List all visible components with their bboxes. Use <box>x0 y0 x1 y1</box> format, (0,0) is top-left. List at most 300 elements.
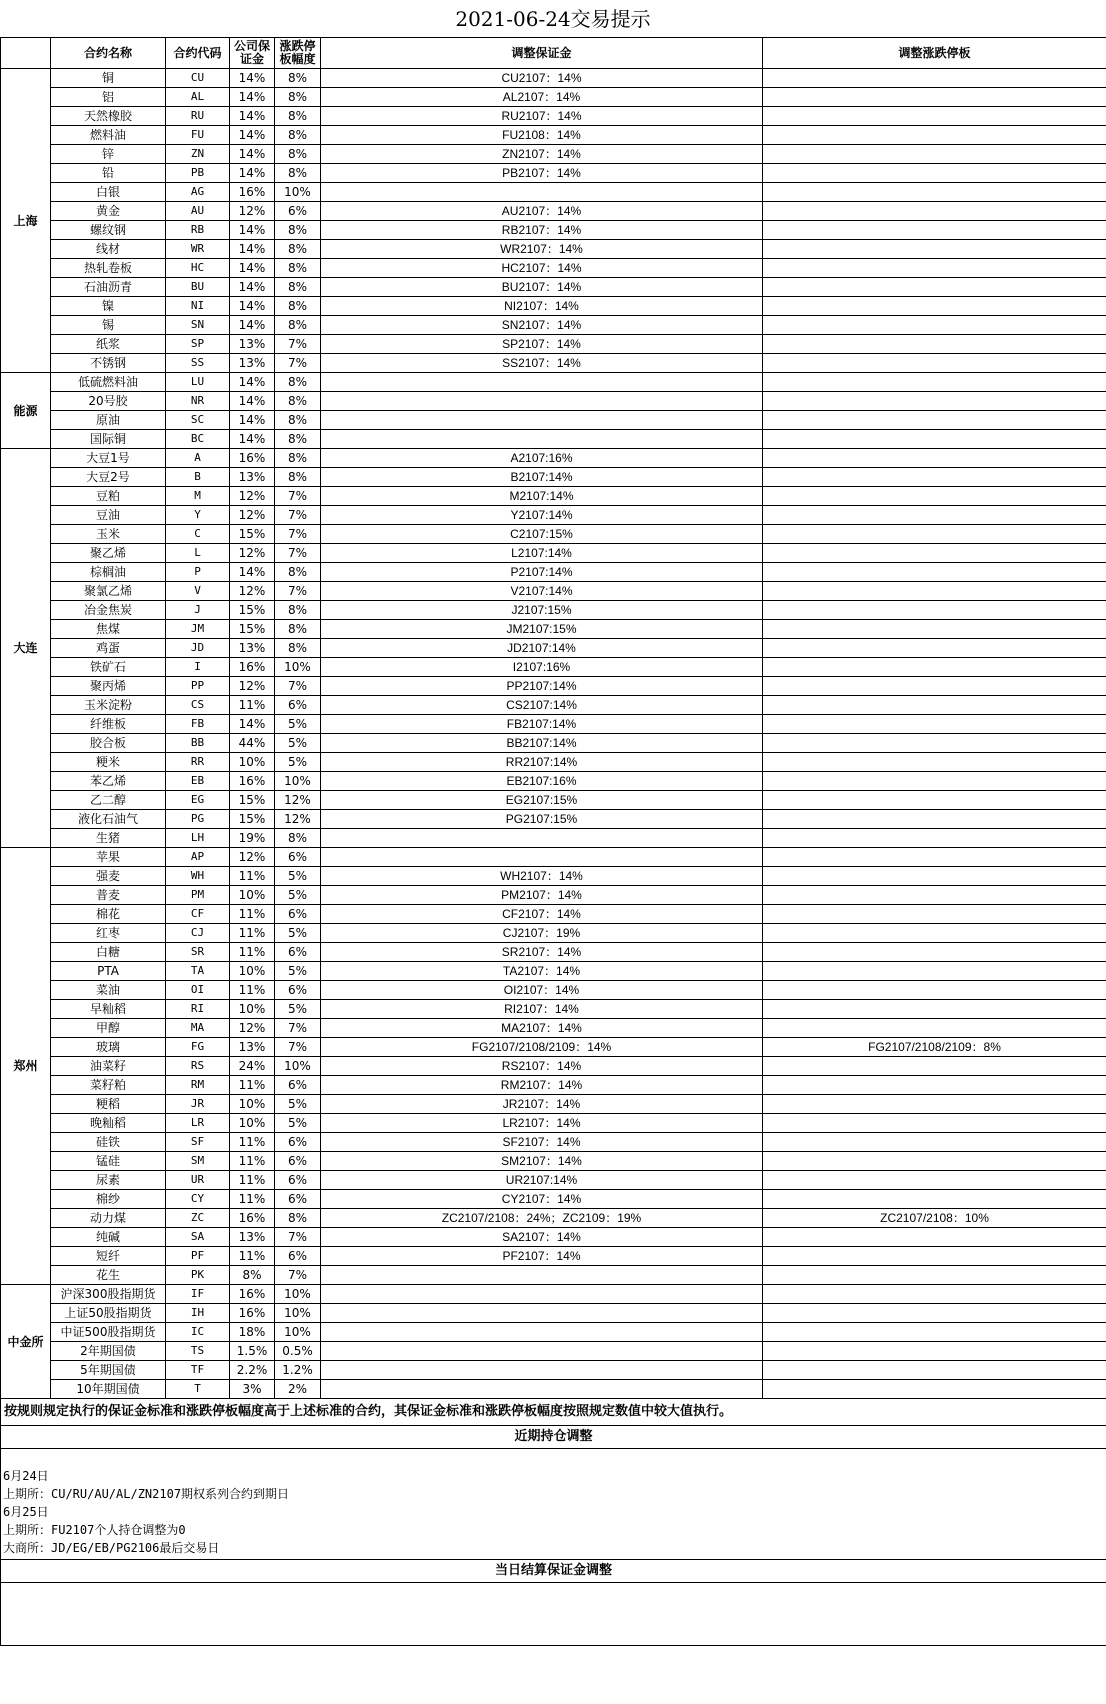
contract-name: 聚乙烯 <box>51 544 166 563</box>
company-margin: 10% <box>230 962 275 981</box>
contract-code: PM <box>166 886 230 905</box>
limit-range: 7% <box>275 1038 321 1057</box>
contract-name: 苯乙烯 <box>51 772 166 791</box>
contract-code: FB <box>166 715 230 734</box>
limit-range: 10% <box>275 1057 321 1076</box>
contract-row <box>1 335 1106 354</box>
limit-range: 8% <box>275 316 321 335</box>
limit-range: 6% <box>275 943 321 962</box>
limit-range: 6% <box>275 981 321 1000</box>
limit-range: 8% <box>275 1209 321 1228</box>
company-margin: 14% <box>230 240 275 259</box>
position-notes <box>1 1449 1106 1560</box>
adjusted-margin: P2107:14% <box>321 563 763 582</box>
company-margin: 15% <box>230 810 275 829</box>
exchange-group-label: 能源 <box>1 373 51 449</box>
contract-name: 乙二醇 <box>51 791 166 810</box>
contract-code: IF <box>166 1285 230 1304</box>
adjusted-limit <box>763 392 1106 411</box>
company-margin: 12% <box>230 506 275 525</box>
limit-range: 8% <box>275 449 321 468</box>
contract-name: 黄金 <box>51 202 166 221</box>
adjusted-margin: I2107:16% <box>321 658 763 677</box>
contract-name: 棉花 <box>51 905 166 924</box>
contract-name: 焦煤 <box>51 620 166 639</box>
adjusted-limit <box>763 715 1106 734</box>
adjusted-limit <box>763 449 1106 468</box>
contract-name: 锰硅 <box>51 1152 166 1171</box>
limit-range: 7% <box>275 544 321 563</box>
contract-code: HC <box>166 259 230 278</box>
contract-name: 2年期国债 <box>51 1342 166 1361</box>
contract-name: 原油 <box>51 411 166 430</box>
contract-row <box>1 259 1106 278</box>
contract-name: 低硫燃料油 <box>51 373 166 392</box>
adjusted-margin: RU2107：14% <box>321 107 763 126</box>
contract-row <box>1 297 1106 316</box>
adjusted-limit <box>763 487 1106 506</box>
contract-code: IH <box>166 1304 230 1323</box>
adjusted-limit <box>763 240 1106 259</box>
company-margin: 14% <box>230 278 275 297</box>
adjusted-margin: CU2107：14% <box>321 69 763 88</box>
contract-row <box>1 696 1106 715</box>
limit-range: 8% <box>275 126 321 145</box>
adjusted-limit <box>763 544 1106 563</box>
limit-range: 6% <box>275 905 321 924</box>
contract-row <box>1 449 1106 468</box>
adjusted-limit <box>763 1247 1106 1266</box>
limit-range: 8% <box>275 829 321 848</box>
contract-row <box>1 924 1106 943</box>
contract-name: 液化石油气 <box>51 810 166 829</box>
company-margin: 12% <box>230 582 275 601</box>
adjusted-limit <box>763 107 1106 126</box>
company-margin: 15% <box>230 791 275 810</box>
company-margin: 14% <box>230 107 275 126</box>
adjusted-margin: RM2107：14% <box>321 1076 763 1095</box>
adjusted-margin: EG2107:15% <box>321 791 763 810</box>
contract-row <box>1 1323 1106 1342</box>
adjusted-limit <box>763 1361 1106 1380</box>
contract-row <box>1 658 1106 677</box>
adjusted-limit <box>763 1133 1106 1152</box>
limit-range: 7% <box>275 1228 321 1247</box>
contract-row <box>1 1038 1106 1057</box>
adjusted-limit <box>763 734 1106 753</box>
contract-code: CU <box>166 69 230 88</box>
contract-code: C <box>166 525 230 544</box>
limit-range: 8% <box>275 392 321 411</box>
limit-range: 8% <box>275 240 321 259</box>
adjusted-limit <box>763 582 1106 601</box>
contract-row <box>1 1133 1106 1152</box>
company-margin: 10% <box>230 1114 275 1133</box>
limit-range: 8% <box>275 259 321 278</box>
header-cell <box>1 38 51 69</box>
contract-name: 生猪 <box>51 829 166 848</box>
contract-name: 国际铜 <box>51 430 166 449</box>
company-margin: 13% <box>230 335 275 354</box>
adjusted-limit <box>763 829 1106 848</box>
contract-row <box>1 506 1106 525</box>
limit-range: 7% <box>275 525 321 544</box>
adjusted-margin: C2107:15% <box>321 525 763 544</box>
contract-row <box>1 639 1106 658</box>
contract-name: 胶合板 <box>51 734 166 753</box>
company-margin: 10% <box>230 1095 275 1114</box>
contract-row <box>1 544 1106 563</box>
contract-code: SS <box>166 354 230 373</box>
header-contract-name: 合约名称 <box>51 38 166 69</box>
limit-range: 5% <box>275 962 321 981</box>
contract-name: 尿素 <box>51 1171 166 1190</box>
contract-name: 豆油 <box>51 506 166 525</box>
company-margin: 13% <box>230 1038 275 1057</box>
adjusted-margin: SN2107：14% <box>321 316 763 335</box>
exchange-group-label: 大连 <box>1 449 51 848</box>
contract-row <box>1 905 1106 924</box>
company-margin: 11% <box>230 905 275 924</box>
company-margin: 11% <box>230 1171 275 1190</box>
contract-row <box>1 487 1106 506</box>
adjusted-margin <box>321 373 763 392</box>
contract-code: BC <box>166 430 230 449</box>
contract-row <box>1 240 1106 259</box>
adjusted-limit <box>763 430 1106 449</box>
adjusted-margin: SP2107：14% <box>321 335 763 354</box>
adjusted-limit <box>763 316 1106 335</box>
adjusted-limit <box>763 88 1106 107</box>
exchange-group-label: 中金所 <box>1 1285 51 1399</box>
contract-row <box>1 1000 1106 1019</box>
adjusted-limit <box>763 183 1106 202</box>
contract-code: Y <box>166 506 230 525</box>
adjusted-limit: ZC2107/2108：10% <box>763 1209 1106 1228</box>
company-margin: 16% <box>230 183 275 202</box>
contract-code: SA <box>166 1228 230 1247</box>
contract-code: CS <box>166 696 230 715</box>
contract-row <box>1 582 1106 601</box>
company-margin: 44% <box>230 734 275 753</box>
company-margin: 12% <box>230 487 275 506</box>
adjusted-limit <box>763 772 1106 791</box>
contract-row <box>1 772 1106 791</box>
contract-row <box>1 563 1106 582</box>
header-contract-code: 合约代码 <box>166 38 230 69</box>
contract-row <box>1 1285 1106 1304</box>
adjusted-margin <box>321 430 763 449</box>
adjusted-limit <box>763 924 1106 943</box>
contract-code: RM <box>166 1076 230 1095</box>
adjusted-limit <box>763 1380 1106 1399</box>
company-margin: 18% <box>230 1323 275 1342</box>
position-line: 6月24日 <box>3 1469 49 1483</box>
contract-row <box>1 1152 1106 1171</box>
rule-note: 按规则规定执行的保证金标准和涨跌停板幅度高于上述标准的合约，其保证金标准和涨跌停板幅度按照规定数值中较大值执行。 <box>1 1399 1106 1426</box>
company-margin: 12% <box>230 202 275 221</box>
contract-row <box>1 392 1106 411</box>
exchange-group-label: 上海 <box>1 69 51 373</box>
adjusted-margin: CJ2107：19% <box>321 924 763 943</box>
contract-name: 螺纹钢 <box>51 221 166 240</box>
adjusted-margin: RB2107：14% <box>321 221 763 240</box>
contract-code: P <box>166 563 230 582</box>
limit-range: 12% <box>275 791 321 810</box>
adjusted-limit <box>763 943 1106 962</box>
contract-code: CF <box>166 905 230 924</box>
contract-code: AG <box>166 183 230 202</box>
contract-row <box>1 715 1106 734</box>
contract-code: CJ <box>166 924 230 943</box>
contract-name: 普麦 <box>51 886 166 905</box>
contract-name: 铁矿石 <box>51 658 166 677</box>
limit-range: 5% <box>275 924 321 943</box>
settlement-body-row <box>1 1583 1106 1646</box>
contract-row <box>1 126 1106 145</box>
contract-name: 粳稻 <box>51 1095 166 1114</box>
adjusted-limit <box>763 1152 1106 1171</box>
company-margin: 14% <box>230 316 275 335</box>
adjusted-limit <box>763 848 1106 867</box>
adjusted-margin <box>321 1361 763 1380</box>
contract-name: 玉米 <box>51 525 166 544</box>
company-margin: 14% <box>230 715 275 734</box>
contract-name: 20号胶 <box>51 392 166 411</box>
page-title: 2021-06-24交易提示 <box>455 7 651 31</box>
settlement-adjust-title: 当日结算保证金调整 <box>1 1560 1106 1583</box>
contract-code: SR <box>166 943 230 962</box>
company-margin: 14% <box>230 126 275 145</box>
adjusted-limit <box>763 981 1106 1000</box>
contract-code: TF <box>166 1361 230 1380</box>
adjusted-margin: TA2107：14% <box>321 962 763 981</box>
rule-note-row <box>1 1399 1106 1426</box>
contract-name: 强麦 <box>51 867 166 886</box>
contract-code: AU <box>166 202 230 221</box>
company-margin: 16% <box>230 1304 275 1323</box>
adjusted-margin: JR2107：14% <box>321 1095 763 1114</box>
contract-name: 菜籽粕 <box>51 1076 166 1095</box>
company-margin: 13% <box>230 468 275 487</box>
company-margin: 16% <box>230 658 275 677</box>
adjusted-limit <box>763 810 1106 829</box>
contract-code: EB <box>166 772 230 791</box>
company-margin: 13% <box>230 1228 275 1247</box>
limit-range: 7% <box>275 1266 321 1285</box>
company-margin: 3% <box>230 1380 275 1399</box>
adjusted-margin: OI2107：14% <box>321 981 763 1000</box>
contract-row <box>1 1057 1106 1076</box>
limit-range: 10% <box>275 183 321 202</box>
contract-code: ZC <box>166 1209 230 1228</box>
adjusted-margin <box>321 848 763 867</box>
company-margin: 13% <box>230 639 275 658</box>
company-margin: 14% <box>230 145 275 164</box>
contract-name: 冶金焦炭 <box>51 601 166 620</box>
contract-row <box>1 525 1106 544</box>
contract-name: 红枣 <box>51 924 166 943</box>
adjusted-limit <box>763 1076 1106 1095</box>
settlement-body <box>1 1583 1106 1646</box>
contract-row <box>1 981 1106 1000</box>
company-margin: 10% <box>230 886 275 905</box>
limit-range: 8% <box>275 88 321 107</box>
contract-name: 动力煤 <box>51 1209 166 1228</box>
company-margin: 16% <box>230 1285 275 1304</box>
contract-name: 聚丙烯 <box>51 677 166 696</box>
limit-range: 8% <box>275 411 321 430</box>
contract-row <box>1 962 1106 981</box>
company-margin: 14% <box>230 69 275 88</box>
adjusted-margin: WH2107：14% <box>321 867 763 886</box>
limit-range: 5% <box>275 1095 321 1114</box>
contract-code: B <box>166 468 230 487</box>
limit-range: 2% <box>275 1380 321 1399</box>
company-margin: 15% <box>230 525 275 544</box>
contract-name: 不锈钢 <box>51 354 166 373</box>
limit-range: 6% <box>275 848 321 867</box>
contract-code: LH <box>166 829 230 848</box>
contract-code: L <box>166 544 230 563</box>
contract-row <box>1 848 1106 867</box>
contract-name: 石油沥青 <box>51 278 166 297</box>
company-margin: 14% <box>230 392 275 411</box>
limit-range: 10% <box>275 1304 321 1323</box>
contract-code: OI <box>166 981 230 1000</box>
adjusted-margin <box>321 411 763 430</box>
contract-row <box>1 202 1106 221</box>
adjusted-limit <box>763 620 1106 639</box>
contract-code: CY <box>166 1190 230 1209</box>
limit-range: 10% <box>275 1285 321 1304</box>
adjusted-limit <box>763 506 1106 525</box>
contract-row <box>1 430 1106 449</box>
contract-code: PF <box>166 1247 230 1266</box>
contract-code: MA <box>166 1019 230 1038</box>
contract-code: RR <box>166 753 230 772</box>
adjusted-limit <box>763 1095 1106 1114</box>
limit-range: 10% <box>275 1323 321 1342</box>
contract-row <box>1 411 1106 430</box>
limit-range: 8% <box>275 468 321 487</box>
adjusted-limit <box>763 354 1106 373</box>
limit-range: 7% <box>275 677 321 696</box>
limit-range: 7% <box>275 506 321 525</box>
adjusted-margin: V2107:14% <box>321 582 763 601</box>
contract-row <box>1 1342 1106 1361</box>
contract-name: 纤维板 <box>51 715 166 734</box>
adjusted-margin: M2107:14% <box>321 487 763 506</box>
position-notes-row <box>1 1449 1106 1560</box>
contract-code: SN <box>166 316 230 335</box>
limit-range: 8% <box>275 601 321 620</box>
contract-row <box>1 1114 1106 1133</box>
company-margin: 11% <box>230 981 275 1000</box>
contract-row <box>1 1209 1106 1228</box>
adjusted-margin: RR2107:14% <box>321 753 763 772</box>
contract-code: AP <box>166 848 230 867</box>
adjusted-limit <box>763 639 1106 658</box>
limit-range: 6% <box>275 696 321 715</box>
contract-name: 大豆1号 <box>51 449 166 468</box>
adjusted-limit <box>763 1228 1106 1247</box>
adjusted-limit <box>763 791 1106 810</box>
contract-name: 上证50股指期货 <box>51 1304 166 1323</box>
contract-code: FU <box>166 126 230 145</box>
adjusted-limit <box>763 297 1106 316</box>
contract-code: IC <box>166 1323 230 1342</box>
company-margin: 13% <box>230 354 275 373</box>
limit-range: 6% <box>275 202 321 221</box>
adjusted-margin <box>321 1285 763 1304</box>
adjusted-margin: L2107:14% <box>321 544 763 563</box>
adjusted-margin: CY2107：14% <box>321 1190 763 1209</box>
contract-code: SM <box>166 1152 230 1171</box>
adjusted-limit <box>763 1285 1106 1304</box>
adjusted-limit <box>763 1266 1106 1285</box>
contract-row <box>1 1171 1106 1190</box>
adjusted-limit <box>763 1114 1106 1133</box>
contract-name: 白银 <box>51 183 166 202</box>
limit-range: 8% <box>275 297 321 316</box>
contract-name: 锡 <box>51 316 166 335</box>
contract-code: SP <box>166 335 230 354</box>
company-margin: 14% <box>230 88 275 107</box>
position-line: 上期所：FU2107个人持仓调整为0 <box>3 1523 186 1537</box>
contract-name: 菜油 <box>51 981 166 1000</box>
company-margin: 11% <box>230 1247 275 1266</box>
adjusted-limit <box>763 259 1106 278</box>
contract-name: 豆粕 <box>51 487 166 506</box>
adjusted-margin: AU2107：14% <box>321 202 763 221</box>
contract-code: RU <box>166 107 230 126</box>
adjusted-margin: SM2107：14% <box>321 1152 763 1171</box>
company-margin: 14% <box>230 373 275 392</box>
contract-name: 晚籼稻 <box>51 1114 166 1133</box>
contract-code: PK <box>166 1266 230 1285</box>
limit-range: 8% <box>275 639 321 658</box>
company-margin: 11% <box>230 1190 275 1209</box>
limit-range: 10% <box>275 658 321 677</box>
adjusted-limit <box>763 1323 1106 1342</box>
company-margin: 10% <box>230 1000 275 1019</box>
contract-name: 油菜籽 <box>51 1057 166 1076</box>
contract-name: 铝 <box>51 88 166 107</box>
contract-code: NR <box>166 392 230 411</box>
contract-code: LR <box>166 1114 230 1133</box>
adjusted-margin: UR2107:14% <box>321 1171 763 1190</box>
adjusted-margin <box>321 1323 763 1342</box>
limit-range: 8% <box>275 563 321 582</box>
contract-row <box>1 316 1106 335</box>
limit-range: 8% <box>275 164 321 183</box>
contract-code: RB <box>166 221 230 240</box>
adjusted-limit <box>763 658 1106 677</box>
contract-code: TS <box>166 1342 230 1361</box>
limit-range: 5% <box>275 1114 321 1133</box>
company-margin: 14% <box>230 164 275 183</box>
contract-row <box>1 69 1106 88</box>
contract-name: 铅 <box>51 164 166 183</box>
contract-name: 棉纱 <box>51 1190 166 1209</box>
company-margin: 24% <box>230 1057 275 1076</box>
limit-range: 7% <box>275 1019 321 1038</box>
contract-name: 花生 <box>51 1266 166 1285</box>
contract-name: 甲醇 <box>51 1019 166 1038</box>
header-row <box>1 38 1106 69</box>
exchange-group-label: 郑州 <box>1 848 51 1285</box>
